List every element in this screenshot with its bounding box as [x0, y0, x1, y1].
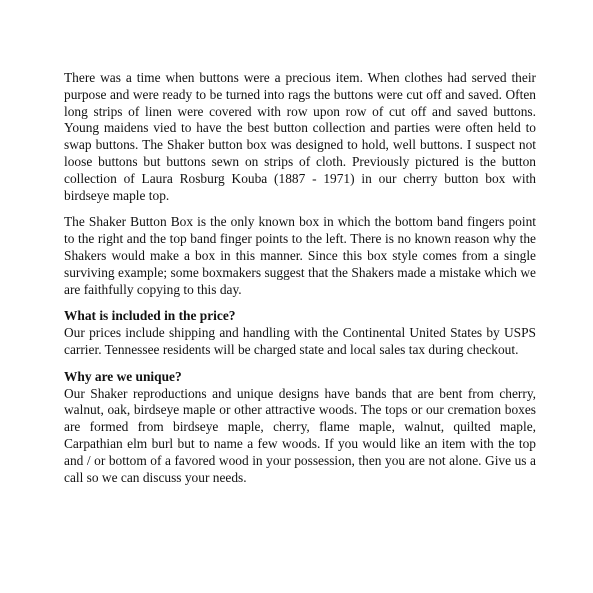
button-history-paragraph: There was a time when buttons were a precious item. When clothes had served their purpose and were ready to be turned into rags the buttons were cut off and saved. Often long strips of linen were covered with row upon row of cut off and saved buttons. Young maidens vied to have the best button collection and parties were often held to swap buttons. The Shaker button box was designed to hold, well buttons. I suspect not loose buttons but buttons sewn on strips of cloth. Previously pictured is the button collection of Laura Rosburg Kouba (1887 - 1971) in our cherry button box with birdseye maple top.	[64, 70, 536, 203]
price-paragraph: Our prices include shipping and handling with the Continental United States by USPS carrier. Tennessee residents will be charged state and local sales tax during checkout.	[64, 325, 536, 357]
button-box-design-paragraph: The Shaker Button Box is the only known box in which the bottom band fingers point to the right and the top band finger points to the left. There is no known reason why the Shakers would make a box in this manner. Since this box style comes from a single surviving example; some boxmakers suggest that the Shakers made a mistake which we are faithfully copying to this day.	[64, 214, 536, 297]
unique-paragraph: Our Shaker reproductions and unique designs have bands that are bent from cherry, walnut, oak, birdseye maple or other attractive woods. The tops or our cremation boxes are formed from birdseye maple, cherry, flame maple, walnut, quilted maple, Carpathian elm burl but to name a few woods. If you would like an item with the top and / or bottom of a favored wood in your possession, then you are not alone. Give us a call so we can discuss your needs.	[64, 385, 536, 485]
price-heading: What is included in the price?	[64, 308, 236, 324]
document-body	[64, 70, 536, 486]
unique-heading: Why are we unique?	[64, 368, 182, 384]
